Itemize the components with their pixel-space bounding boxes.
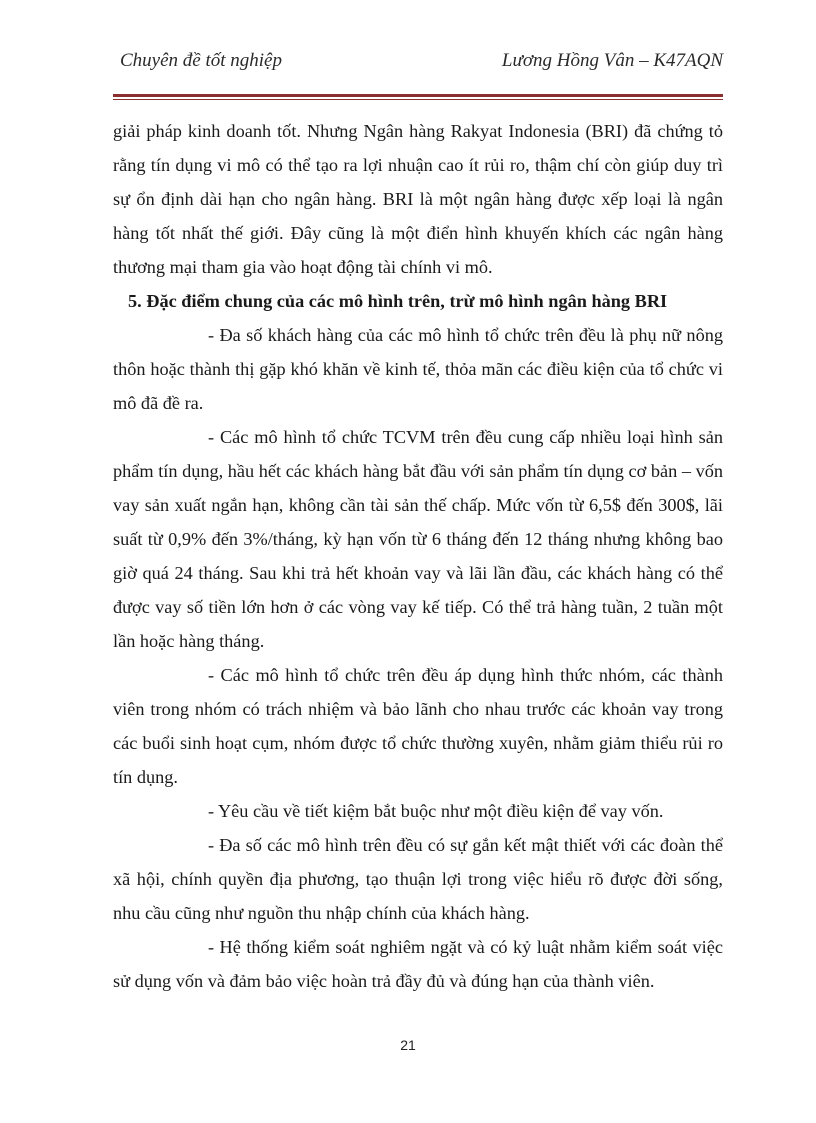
page-number: 21 — [400, 1037, 416, 1053]
page-header — [120, 50, 723, 80]
bullet-paragraph: - Hệ thống kiểm soát nghiêm ngặt và có kỷ luật nhằm kiểm soát việc sử dụng vốn và đảm bảo việc hoàn trả đầy đủ và đúng hạn của thành viên. — [113, 937, 723, 991]
bullet-paragraph: - Đa số khách hàng của các mô hình tổ chức trên đều là phụ nữ nông thôn hoặc thành thị gặp khó khăn về kinh tế, thỏa mãn các điều kiện của tổ chức vi mô đã đề ra. — [113, 325, 723, 413]
bullet-paragraph: - Các mô hình tổ chức trên đều áp dụng hình thức nhóm, các thành viên trong nhóm có trách nhiệm và bảo lãnh cho nhau trước các khoản vay trong các buổi sinh hoạt cụm, nhóm được tổ chức thường xuyên, nhằm giảm thiểu rủi ro tín dụng. — [113, 665, 723, 787]
page-body — [113, 114, 723, 998]
intro-paragraph: giải pháp kinh doanh tốt. Nhưng Ngân hàng Rakyat Indonesia (BRI) đã chứng tỏ rằng tín dụng vi mô có thể tạo ra lợi nhuận cao ít rủi ro, thậm chí còn giúp duy trì sự ổn định dài hạn cho ngân hàng. BRI là một ngân hàng được xếp loại là ngân hàng tốt nhất thế giới. Đây cũng là một điển hình khuyến khích các ngân hàng thương mại tham gia vào hoạt động tài chính vi mô. — [113, 121, 723, 277]
header-divider — [113, 94, 723, 100]
bullet-paragraph: - Yêu cầu về tiết kiệm bắt buộc như một điều kiện để vay vốn. — [208, 801, 664, 821]
bullet-paragraph: - Các mô hình tổ chức TCVM trên đều cung cấp nhiều loại hình sản phẩm tín dụng, hầu hết các khách hàng bắt đầu với sản phẩm tín dụng cơ bản – vốn vay sản xuất ngắn hạn, không cần tài sản thế chấp. Mức vốn từ 6,5$ đến 300$, lãi suất từ 0,9% đến 3%/tháng, kỳ hạn vốn từ 6 tháng đến 12 tháng nhưng không bao giờ quá 24 tháng. Sau khi trả hết khoản vay và lãi lần đầu, các khách hàng có thể được vay số tiền lớn hơn ở các vòng vay kế tiếp. Có thể trả hàng tuần, 2 tuần một lần hoặc hàng tháng. — [113, 427, 723, 651]
section-heading: 5. Đặc điểm chung của các mô hình trên, trừ mô hình ngân hàng BRI — [128, 291, 668, 311]
header-document-title: Chuyên đề tốt nghiệp — [120, 50, 282, 71]
header-author: Lương Hồng Vân – K47AQN — [501, 50, 723, 71]
bullet-paragraph: - Đa số các mô hình trên đều có sự gắn kết mật thiết với các đoàn thể xã hội, chính quyền địa phương, tạo thuận lợi trong việc hiểu rõ được đời sống, nhu cầu cũng như nguồn thu nhập chính của khách hàng. — [113, 835, 723, 923]
